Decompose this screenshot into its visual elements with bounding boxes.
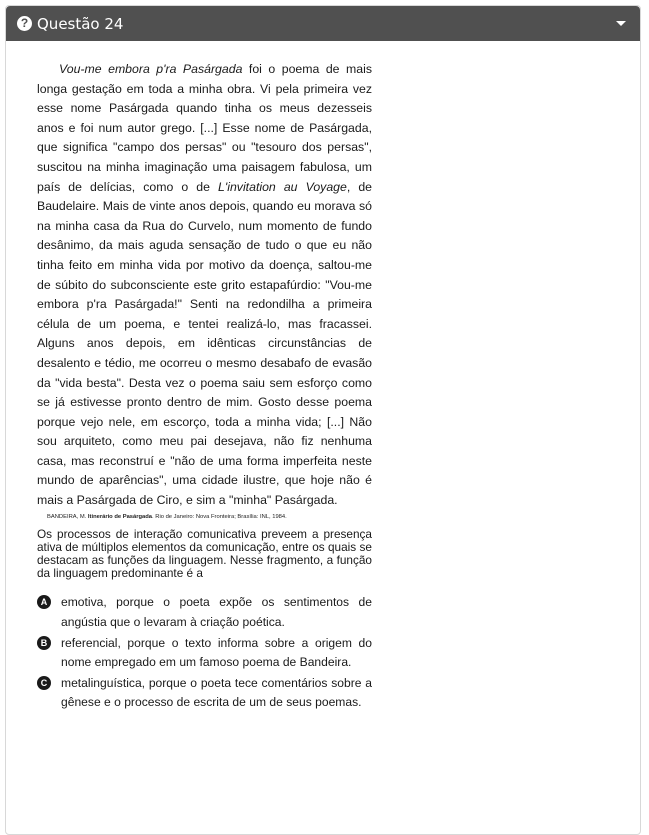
source-work: Itinerário de Pasárgada <box>87 513 153 520</box>
passage-text <box>37 60 372 511</box>
question-image <box>37 60 372 714</box>
option-b[interactable] <box>37 634 372 673</box>
option-letter-a: A <box>37 595 51 609</box>
question-circle-icon: ? <box>17 16 32 31</box>
poem-title: Vou-me embora p'ra Pasárgada <box>59 62 243 76</box>
option-letter-b: B <box>37 636 51 650</box>
option-c[interactable] <box>37 674 372 713</box>
question-title: Questão 24 <box>37 14 124 33</box>
question-statement: Os processos de interação comunicativa preveem a presença ativa de múltiplos elementos da comunicação, entre os quais se destacam as funções da linguagem. Nesse fragmento, a função da linguagem predominante é a <box>37 526 372 581</box>
source-citation: BANDEIRA, M. Itinerário de Pasárgada. Rio de Janeiro: Nova Fronteira; Brasília: INL, 1984. <box>47 513 287 520</box>
option-text-c: metalinguística, porque o poeta tece comentários sobre a gênese e o processo de escrita de um de seus poemas. <box>61 675 372 710</box>
caret-down-icon[interactable] <box>616 21 626 26</box>
option-text-a: emotiva, porque o poeta expõe os sentimentos de angústia que o levaram à criação poética. <box>61 595 372 630</box>
passage-part-2: , de Baudelaire. Mais de vinte anos depois, quando eu morava só na minha casa da Rua do Curvelo, num momento de fundo desânimo, da mais aguda sensação de tudo o que eu não tinha feito em minha vida por motivo da doença, saltou-me de súbito do subconsciente este grito estapafúrdio: "Vou-me embora p'ra Pasárgada!" Senti na redondilha a primeira célula de um poema, e tentei realizá-lo, mas fracassei. Alguns anos depois, em idênticas circunstâncias de desalento e tédio, me ocorreu o mesmo desabafo de evasão da "vida besta". Desta vez o poema saiu sem esforço como se já estivesse pronto dentro de mim. Gosto desse poema porque vejo nele, em escorço, toda a minha vida; [...] Não sou arquiteto, como meu pai desejava, não fiz nenhuma casa, mas reconstruí e "não de uma forma imperfeita neste mundo de aparências", uma cidade ilustre, que hoje não é mais a Pasárgada de Ciro, e sim a "minha" Pasárgada. <box>37 179 373 508</box>
option-letter-c: C <box>37 676 51 690</box>
question-header[interactable] <box>6 6 640 41</box>
work-title: L'invitation au Voyage <box>218 179 347 194</box>
passage-part-1: foi o poema de mais longa gestação em toda a minha obra. Vi pela primeira vez esse nome Pasárgada quando tinha os meus dezesseis anos e foi num autor grego. [...] Esse nome de Pasárgada, que significa "campo dos persas" ou "tesouro dos persas", suscitou na minha imaginação uma paisagem fabulosa, um país de delícias, como o de <box>37 62 372 194</box>
option-text-b: referencial, porque o texto informa sobre a origem do nome empregado em um famoso poema de Bandeira. <box>61 635 372 670</box>
option-a[interactable] <box>37 593 372 632</box>
